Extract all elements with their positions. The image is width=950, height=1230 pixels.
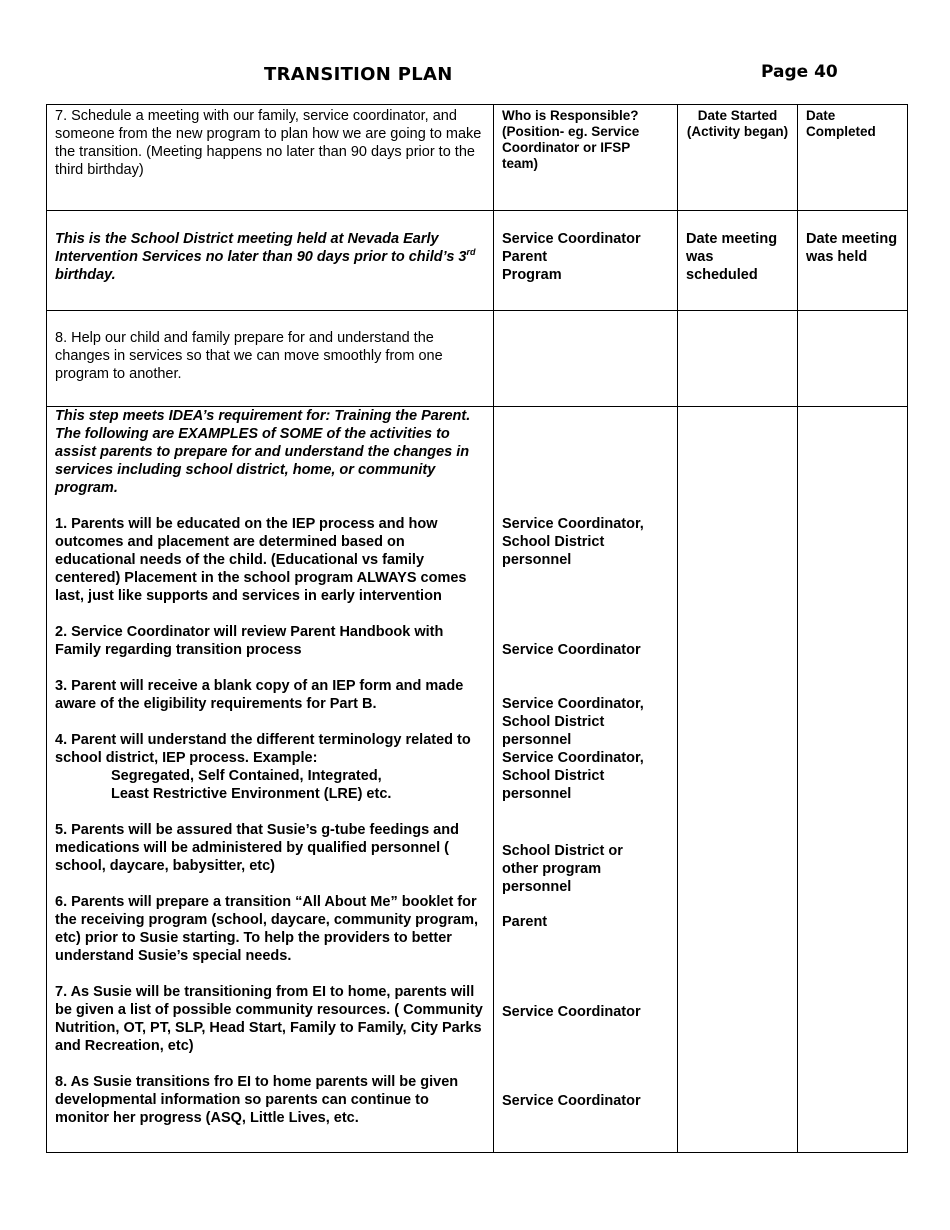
date-started-value: Date meeting was scheduled xyxy=(686,231,778,283)
activity-item-6: 6. Parents will prepare a transition “All About Me” booklet for the receiving program (school, daycare, community program, etc) prior to Susie starting. To help the providers to better understand Susie’s special needs. xyxy=(55,894,479,964)
meeting-date-started-cell xyxy=(678,211,798,311)
responsible-line: Service Coordinator xyxy=(502,231,641,247)
activity-item-8: 8. As Susie transitions fro EI to home parents will be given developmental information so parents can continue to monitor her progress (ASQ, Little Lives, etc. xyxy=(55,1074,459,1126)
activities-cell xyxy=(47,407,494,1153)
date-completed-value: Date meeting was held xyxy=(806,231,898,265)
activity-item-4-line: Segregated, Self Contained, Integrated, xyxy=(111,768,382,784)
activity-3-responsible: Service Coordinator, School District personnel xyxy=(502,696,644,748)
responsible-header-cell xyxy=(494,105,678,211)
activity-1-responsible: Service Coordinator, School District personnel xyxy=(502,516,644,568)
activity-8-responsible: Service Coordinator xyxy=(502,1093,641,1109)
activity-item-4: 4. Parent will understand the different terminology related to school district, IEP process. Example: xyxy=(55,732,471,766)
date-started-header: Date Started (Activity began) xyxy=(686,108,789,139)
activity-2-responsible: Service Coordinator xyxy=(502,642,641,658)
activity-7-responsible: Service Coordinator xyxy=(502,1004,641,1020)
activity-item-4-line: Least Restrictive Environment (LRE) etc. xyxy=(111,786,392,802)
activity-4-responsible: Service Coordinator, School District personnel xyxy=(502,750,644,802)
activity-6-responsible: Parent xyxy=(502,914,548,930)
meeting-note-text: This is the School District meeting held at Nevada Early Intervention Services no later than 90 days prior to child’s 3rd birthday. xyxy=(55,231,476,283)
date-completed-header: Date Completed xyxy=(806,108,876,139)
empty-cell xyxy=(494,311,678,407)
activity-item-7: 7. As Susie will be transitioning from EI to home, parents will be given a list of possible community resources. ( Community Nutrition, OT, PT, SLP, Head Start, Family to Family, City Parks and Recreation, etc) xyxy=(55,984,483,1054)
date-started-header-cell xyxy=(678,105,798,211)
meeting-date-completed-cell xyxy=(798,211,908,311)
empty-cell xyxy=(798,407,908,1153)
activity-item-1: 1. Parents will be educated on the IEP process and how outcomes and placement are determined based on educational needs of the child. (Educational vs family centered) Placement in the school program ALWAYS comes last, just like supports and services in early intervention xyxy=(55,516,467,604)
empty-cell xyxy=(678,407,798,1153)
activity-item-3: 3. Parent will receive a blank copy of an IEP form and made aware of the eligibility requirements for Part B. xyxy=(55,678,464,712)
activity-item-2: 2. Service Coordinator will review Parent Handbook with Family regarding transition process xyxy=(55,624,444,658)
table-row xyxy=(47,407,908,1153)
activity-item-5: 5. Parents will be assured that Susie’s g-tube feedings and medications will be administered by qualified personnel ( school, daycare, babysitter, etc) xyxy=(55,822,459,874)
idea-intro: This step meets IDEA’s requirement for: Training the Parent. The following are EXAMPLES of SOME of the activities to assist parents to prepare for and understand the changes in services including school district, home, or community program. xyxy=(55,408,471,496)
meeting-note-cell xyxy=(47,211,494,311)
responsible-line: Parent xyxy=(502,249,548,265)
step-7-cell xyxy=(47,105,494,211)
responsible-line: Program xyxy=(502,267,562,283)
activities-responsible-cell xyxy=(494,407,678,1153)
step-8-cell xyxy=(47,311,494,407)
step-8-text: 8. Help our child and family prepare for and understand the changes in services so that we can move smoothly from one program to another. xyxy=(55,330,443,382)
page-number: Page 40 xyxy=(761,62,838,82)
empty-cell xyxy=(678,311,798,407)
meeting-responsible-cell xyxy=(494,211,678,311)
date-completed-header-cell xyxy=(798,105,908,211)
document-title: TRANSITION PLAN xyxy=(264,64,453,85)
activity-5-responsible: School District or other program personnel xyxy=(502,843,623,895)
table-row xyxy=(47,311,908,407)
transition-plan-table xyxy=(46,104,908,1153)
step-7-text: 7. Schedule a meeting with our family, service coordinator, and someone from the new program to plan how we are going to make the transition. (Meeting happens no later than 90 days prior to the third birthday) xyxy=(55,108,482,178)
table-row xyxy=(47,211,908,311)
empty-cell xyxy=(798,311,908,407)
table-row xyxy=(47,105,908,211)
responsible-header: Who is Responsible? (Position- eg. Service Coordinator or IFSP team) xyxy=(502,108,640,171)
